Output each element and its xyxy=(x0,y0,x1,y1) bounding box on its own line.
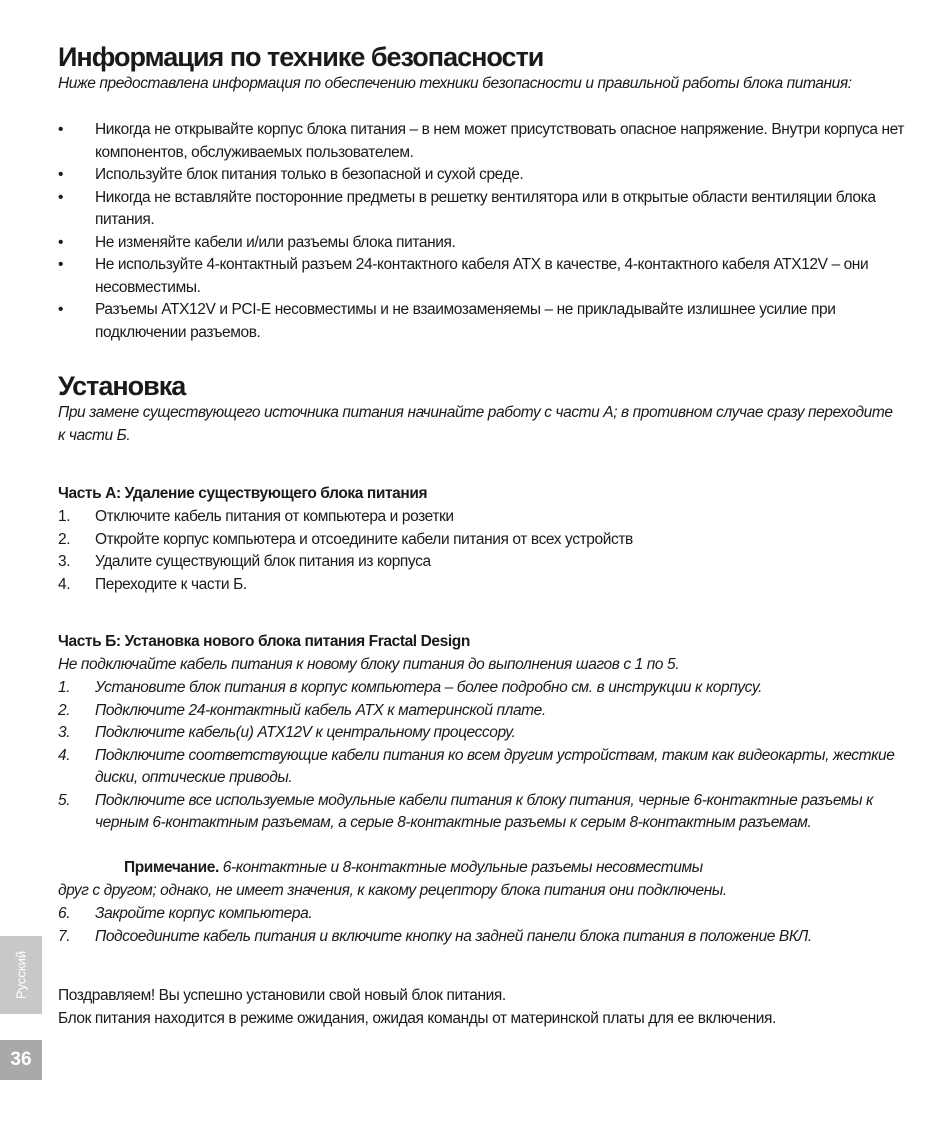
step-text: Удалите существующий блок питания из корпуса xyxy=(95,553,431,570)
step-text: Установите блок питания в корпус компьютера – более подробно см. в инструкции к корпусу. xyxy=(95,679,763,696)
list-item xyxy=(58,677,908,700)
safety-item-text: Не изменяйте кабели и/или разъемы блока питания. xyxy=(95,233,456,251)
step-text: Отключите кабель питания от компьютера и розетки xyxy=(95,508,454,525)
step-text: Подключите все используемые модульные кабели питания к блоку питания, черные 6-контактные разъемы к черным 6-контактным разъемам, а серые 8-контактные разъемы к серым 8-контактным разъемам. xyxy=(95,791,873,831)
step-number: 7. xyxy=(58,927,71,945)
list-item xyxy=(58,506,908,529)
part-b-steps xyxy=(58,677,908,835)
bullet: • xyxy=(58,256,64,273)
step-number: 4. xyxy=(58,746,71,764)
closing-line-2: Блок питания находится в режиме ожидания, ожидая команды от материнской платы для ее включения. xyxy=(58,1010,776,1027)
note-label: Примечание. xyxy=(124,859,219,876)
list-item xyxy=(58,299,908,344)
list-item xyxy=(58,903,908,926)
list-item xyxy=(58,187,908,232)
bullet: • xyxy=(58,121,64,138)
step-number: 2. xyxy=(58,530,71,548)
list-item xyxy=(58,164,908,187)
step-number: 6. xyxy=(58,905,71,922)
list-item xyxy=(58,574,908,597)
note-text-2: друг с другом; однако, не имеет значения, к какому рецептору блока питания они подключены. xyxy=(58,881,727,899)
step-text: Закройте корпус компьютера. xyxy=(95,905,313,922)
safety-item-text: Никогда не вставляйте посторонние предметы в решетку вентилятора или в открытые области вентиляции блока питания. xyxy=(95,188,876,228)
step-number: 4. xyxy=(58,575,71,593)
part-b-steps-continued xyxy=(58,903,908,948)
bullet: • xyxy=(58,188,64,206)
step-text: Подключите 24-контактный кабель ATX к материнской плате. xyxy=(95,701,546,719)
install-intro: При замене существующего источника питания начинайте работу с части А; в противном случае сразу переходите к части Б. xyxy=(58,404,893,444)
install-heading: Установка xyxy=(58,371,186,401)
safety-item-text: Разъемы ATX12V и PCI-E несовместимы и не взаимозаменяемы – не прикладывайте излишнее усилие при подключении разъемов. xyxy=(95,301,836,341)
list-item xyxy=(58,551,908,574)
safety-heading: Информация по технике безопасности xyxy=(58,42,544,72)
step-number: 5. xyxy=(58,791,71,809)
note-text-1: 6-контактные и 8-контактные модульные разъемы несовместимы xyxy=(218,859,703,876)
safety-item-text: Используйте блок питания только в безопасной и сухой среде. xyxy=(95,166,524,183)
list-item xyxy=(58,232,908,255)
list-item xyxy=(58,926,908,949)
list-item xyxy=(58,254,908,299)
list-item xyxy=(58,745,908,790)
language-side-tab xyxy=(0,936,42,1014)
part-b-intro: Не подключайте кабель питания к новому блоку питания до выполнения шагов с 1 по 5. xyxy=(58,656,680,673)
safety-item-text: Не используйте 4-контактный разъем 24-контактного кабеля ATX в качестве, 4-контактного кабеля ATX12V – они несовместимы. xyxy=(95,256,869,296)
step-number: 3. xyxy=(58,553,71,570)
step-number: 3. xyxy=(58,724,71,741)
safety-item-text: Никогда не открывайте корпус блока питания – в нем может присутствовать опасное напряжение. Внутри корпуса нет компонентов, обслуживаемых пользователем. xyxy=(95,121,905,161)
safety-list xyxy=(58,119,908,344)
step-text: Подключите соответствующие кабели питания ко всем другим устройствам, таким как видеокарты, жесткие диски, оптические приводы. xyxy=(95,746,895,786)
note-line-1 xyxy=(58,857,908,880)
part-b-heading: Часть Б: Установка нового блока питания Fractal Design xyxy=(58,633,470,650)
page-number: 36 xyxy=(0,1040,42,1080)
safety-intro: Ниже предоставлена информация по обеспечению техники безопасности и правильной работы блока питания: xyxy=(58,75,852,92)
list-item xyxy=(58,700,908,723)
step-text: Переходите к части Б. xyxy=(95,575,247,593)
list-item xyxy=(58,119,908,164)
bullet: • xyxy=(58,233,64,251)
list-item xyxy=(58,529,908,552)
part-a-steps xyxy=(58,506,908,596)
list-item xyxy=(58,722,908,745)
list-item xyxy=(58,790,908,835)
language-label: Русский xyxy=(13,950,29,1000)
step-text: Откройте корпус компьютера и отсоедините кабели питания от всех устройств xyxy=(95,530,633,548)
step-number: 1. xyxy=(58,508,71,525)
step-text: Подключите кабель(и) ATX12V к центральному процессору. xyxy=(95,724,516,741)
bullet: • xyxy=(58,166,64,183)
step-number: 1. xyxy=(58,679,71,696)
closing-line-1: Поздравляем! Вы успешно установили свой новый блок питания. xyxy=(58,987,506,1004)
note xyxy=(58,857,908,902)
step-text: Подсоедините кабель питания и включите кнопку на задней панели блока питания в положение ВКЛ. xyxy=(95,927,812,945)
step-number: 2. xyxy=(58,701,71,719)
bullet: • xyxy=(58,301,64,318)
part-a-heading: Часть А: Удаление существующего блока питания xyxy=(58,485,428,502)
